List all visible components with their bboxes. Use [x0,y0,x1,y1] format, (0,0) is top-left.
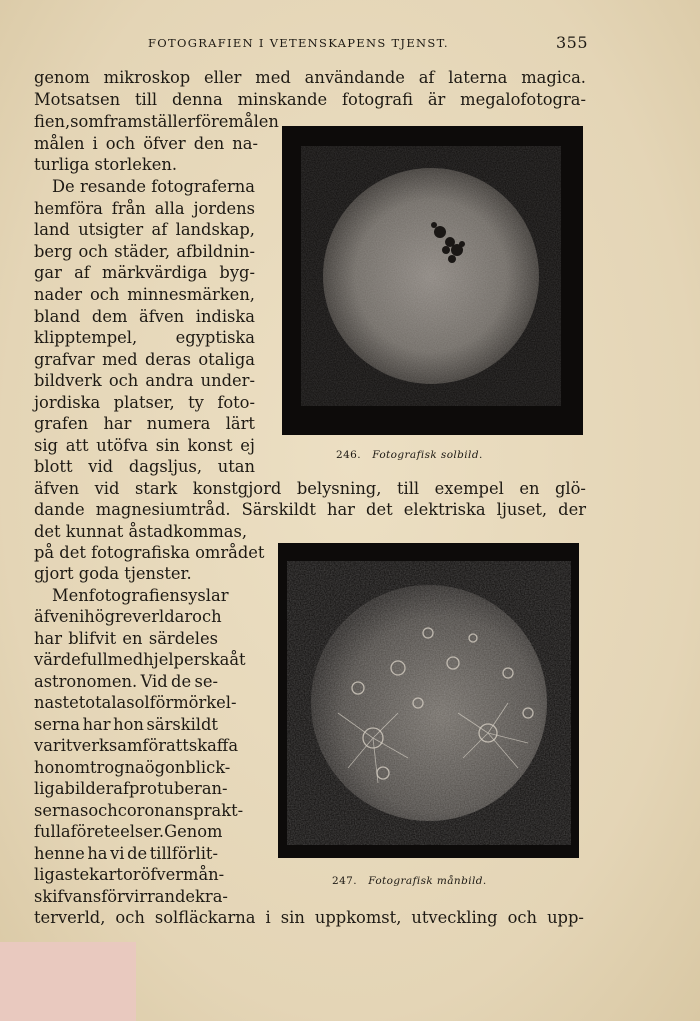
text-line: målen i och öfver den na- [34,134,258,153]
text-line: bildverk och andra under- [34,371,255,390]
text-line: naste totala solförmörkel- [34,693,237,712]
figure-moon-photo [278,543,579,858]
text-line: ligaste kartor öfver mån- [34,865,225,884]
text-line: fulla företeelser. Genom [34,822,223,841]
figure-246-number: 246. [336,449,361,461]
running-head: FOTOGRAFIEN I VETENSKAPENS TJENST. [148,36,449,50]
figure-247-caption [332,875,487,887]
text-line: grafvar med deras otaliga [34,350,255,369]
text-line: Men fotografien syslar [52,586,229,605]
text-line: terverld, och solfläckarna i sin uppkomst, utveckling och upp- [34,908,584,927]
text-line: på det fotografiska området [34,543,265,562]
text-line: Motsatsen till denna minskande fotografi är megalofotogra- [34,90,586,109]
text-line: liga bilder af protuberan- [34,779,228,798]
text-line: genom mikroskop eller med användande af laterna magica. [34,68,586,87]
text-line: land utsigter af landskap, [34,220,255,239]
figure-246-title: Fotografisk solbild. [372,449,483,461]
text-line: det kunnat åstadkommas, [34,522,248,541]
text-line: jordiska platser, ty foto- [34,393,255,412]
text-line: grafen har numera lärt [34,414,255,433]
page-corner-tab [0,942,136,1021]
text-line: De resande fotograferna [52,177,255,196]
figure-246-caption [336,449,483,461]
text-line: hemföra från alla jordens [34,199,255,218]
text-line: henne ha vi de tillförlit- [34,844,218,863]
text-line: blott vid dagsljus, utan [34,457,255,476]
text-line: sernas och coronans prakt- [34,801,244,820]
text-line: astronomen. Vid de se- [34,672,218,691]
text-line: berg och städer, afbildnin- [34,242,255,261]
figure-247-title: Fotografisk månbild. [368,875,487,887]
moon-illustration [278,543,579,858]
text-line: varit verksam för att skaffa [34,736,239,755]
page-number: 355 [556,33,589,52]
text-line: gjort goda tjenster. [34,564,192,583]
text-line: nader och minnesmärken, [34,285,255,304]
text-line: har blifvit en särdeles [34,629,218,648]
text-line: serna har hon särskildt [34,715,218,734]
text-line: fien, som framställer föremålen [34,112,279,131]
figure-sun-photo [282,126,583,435]
text-line: honom trogna ögonblick- [34,758,231,777]
text-line: dande magnesiumtråd. Särskildt har det elektriska ljuset, der [34,500,586,519]
text-line: bland dem äfven indiska [34,307,255,326]
text-line: sig att utöfva sin konst ej [34,436,255,455]
text-line: gar af märkvärdiga byg- [34,263,255,282]
text-line: äfven i högre verldar och [34,607,222,626]
text-line: klipptempel, egyptiska [34,328,255,347]
text-line: värdefull medhjelperska åt [34,650,246,669]
text-line: turliga storleken. [34,155,178,174]
sun-illustration [282,126,583,435]
text-line: skifvans förvirrande kra- [34,887,228,906]
text-line: äfven vid stark konstgjord belysning, till exempel en glö- [34,479,586,498]
figure-247-number: 247. [332,875,357,887]
